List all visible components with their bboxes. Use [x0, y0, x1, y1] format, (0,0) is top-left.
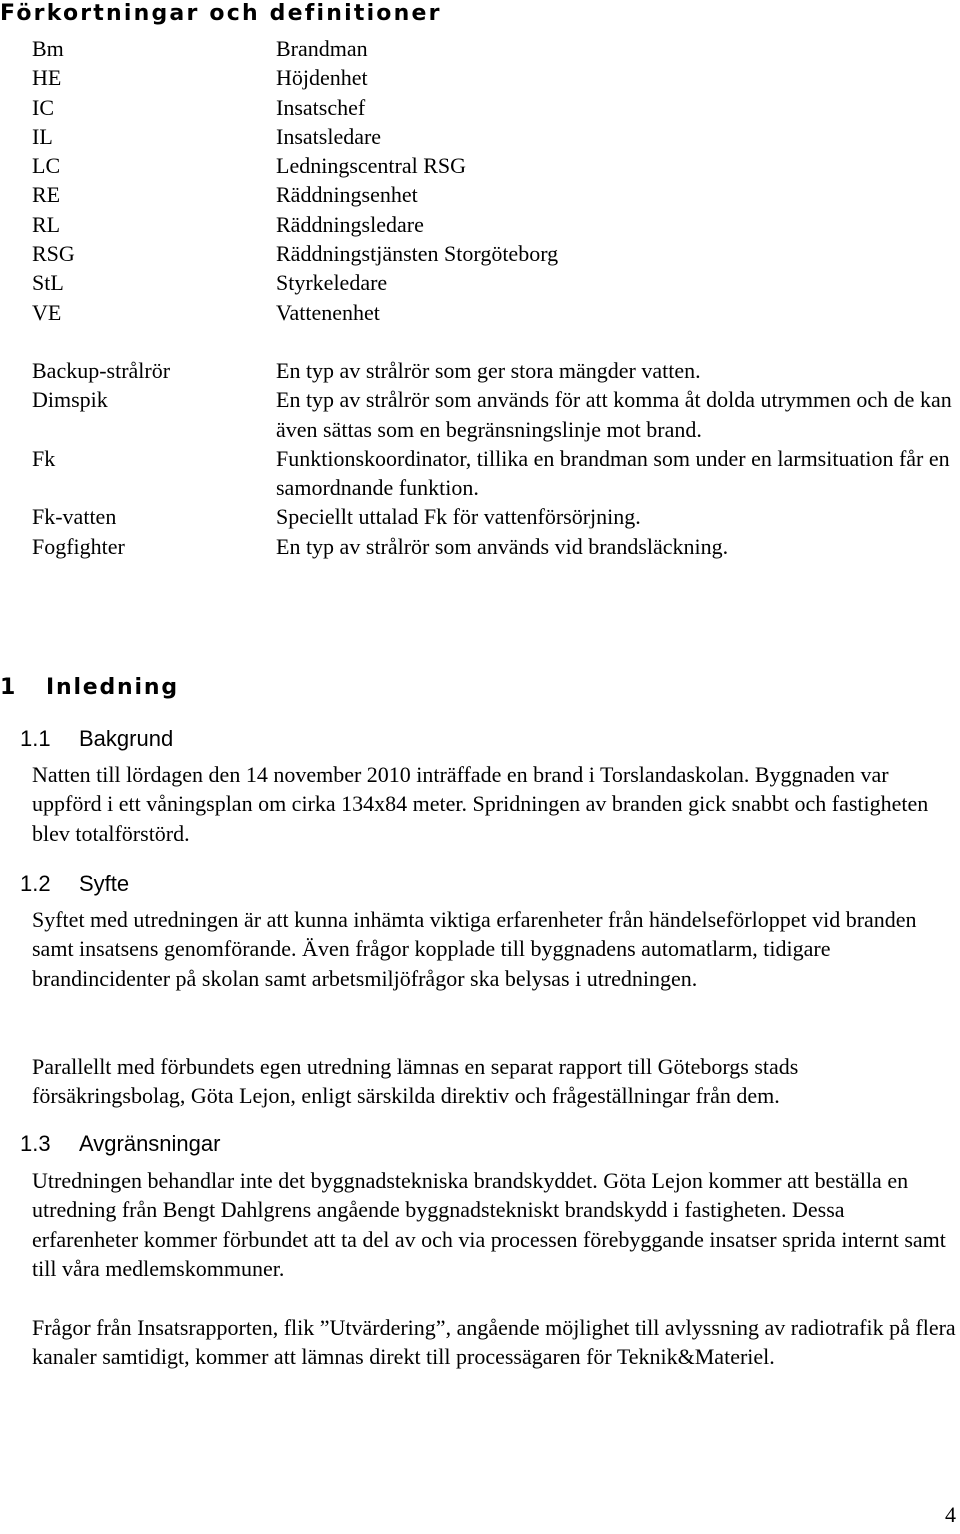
abbreviation: StL	[32, 270, 64, 296]
paragraph-bakgrund: Natten till lördagen den 14 november 2010 inträffade en brand i Torslandaskolan. Byggnaden var uppförd i ett våningsplan om cirka 134x84 meter. Spridningen av branden gick snabbt och fastigheten blev totalförstörd.	[32, 762, 929, 846]
abbreviation-meaning: Vattenenhet	[276, 299, 380, 325]
term-row	[32, 356, 952, 385]
term-name: Backup-strålrör	[32, 358, 171, 383]
abbreviation: IL	[32, 123, 53, 149]
abbreviation-meaning: Räddningsenhet	[276, 182, 418, 208]
subsection-number: 1.2	[20, 871, 51, 896]
abbreviation: LC	[32, 153, 61, 179]
subsection-title: Bakgrund	[79, 726, 174, 751]
abbreviations-heading: Förkortningar och definitioner	[0, 1, 442, 26]
paragraph-syfte-2: Parallellt med förbundets egen utredning lämnas en separat rapport till Göteborgs stads försäkringsbolag, Göta Lejon, enligt särskilda direktiv och frågeställningar från dem.	[32, 1054, 799, 1109]
abbreviation-meaning: Styrkeledare	[276, 270, 388, 296]
abbreviation: HE	[32, 65, 62, 91]
subsection-number: 1.1	[20, 726, 51, 751]
abbreviation-list	[32, 34, 75, 327]
section-number: 1	[0, 675, 18, 700]
subsection-heading-avgransningar	[20, 1129, 220, 1159]
abbreviation-meaning: Höjdenhet	[276, 65, 368, 91]
subsection-heading-bakgrund	[20, 724, 173, 754]
paragraph-avgransningar-2: Frågor från Insatsrapporten, flik ”Utvärdering”, angående möjlighet till avlyssning av radiotrafik på flera kanaler samtidigt, kommer att lämnas direkt till processägaren för Teknik&Materiel.	[32, 1315, 956, 1370]
term-definition: En typ av strålrör som ger stora mängder vatten.	[276, 358, 701, 383]
page-number: 4	[945, 1502, 956, 1527]
section-title: Inledning	[46, 675, 179, 700]
term-definition: En typ av strålrör som används vid brandsläckning.	[276, 533, 729, 559]
abbreviation-meaning-list	[276, 34, 558, 327]
abbreviation-meaning: Räddningsledare	[276, 211, 424, 237]
term-row	[32, 532, 952, 561]
term-name: Fogfighter	[32, 533, 125, 559]
section-heading-inledning	[0, 672, 179, 704]
paragraph-avgransningar-1: Utredningen behandlar inte det byggnadstekniska brandskyddet. Göta Lejon kommer att beställa en utredning från Bengt Dahlgrens angående byggnadstekniskt brandskydd i fastigheten. Dessa erfarenheter kommer förbundet att ta del av och via processen förebyggande insatser sprida internt samt till våra medlemskommuner.	[32, 1168, 946, 1281]
abbreviation-meaning: Räddningstjänsten Storgöteborg	[276, 241, 559, 267]
term-name: Dimspik	[32, 387, 108, 413]
abbreviation-meaning: Insatsledare	[276, 123, 382, 149]
term-name: Fk	[32, 445, 56, 471]
abbreviation-meaning: Insatschef	[276, 94, 366, 120]
paragraph-syfte-1: Syftet med utredningen är att kunna inhämta viktiga erfarenheter från händelseförloppet vid branden samt insatsens genomförande. Även frågor kopplade till byggnadens automatlarm, tidigare brandincidenter på skolan samt arbetsmiljöfrågor ska belysas i utredningen.	[32, 907, 917, 991]
abbreviation: IC	[32, 94, 54, 120]
abbreviation: RE	[32, 182, 61, 208]
term-definition-list	[32, 356, 952, 561]
subsection-number: 1.3	[20, 1131, 51, 1156]
abbreviation-meaning: Ledningscentral RSG	[276, 153, 467, 179]
subsection-title: Avgränsningar	[79, 1131, 221, 1156]
term-name: Fk-vatten	[32, 504, 117, 530]
term-row	[32, 502, 952, 531]
term-definition: Funktionskoordinator, tillika en brandman som under en larmsituation får en samordnande funktion.	[276, 445, 950, 501]
abbreviation: RSG	[32, 241, 75, 267]
subsection-heading-syfte	[20, 869, 129, 899]
term-definition: En typ av strålrör som används för att komma åt dolda utrymmen och de kan även sättas som en begränsningslinje mot brand.	[276, 387, 952, 442]
abbreviation: Bm	[32, 36, 64, 61]
term-row	[32, 444, 952, 503]
subsection-title: Syfte	[79, 871, 130, 896]
abbreviation: VE	[32, 299, 62, 325]
abbreviation-meaning: Brandman	[276, 36, 368, 61]
term-row	[32, 385, 952, 444]
abbreviation: RL	[32, 211, 61, 237]
term-definition: Speciellt uttalad Fk för vattenförsörjning.	[276, 504, 641, 530]
